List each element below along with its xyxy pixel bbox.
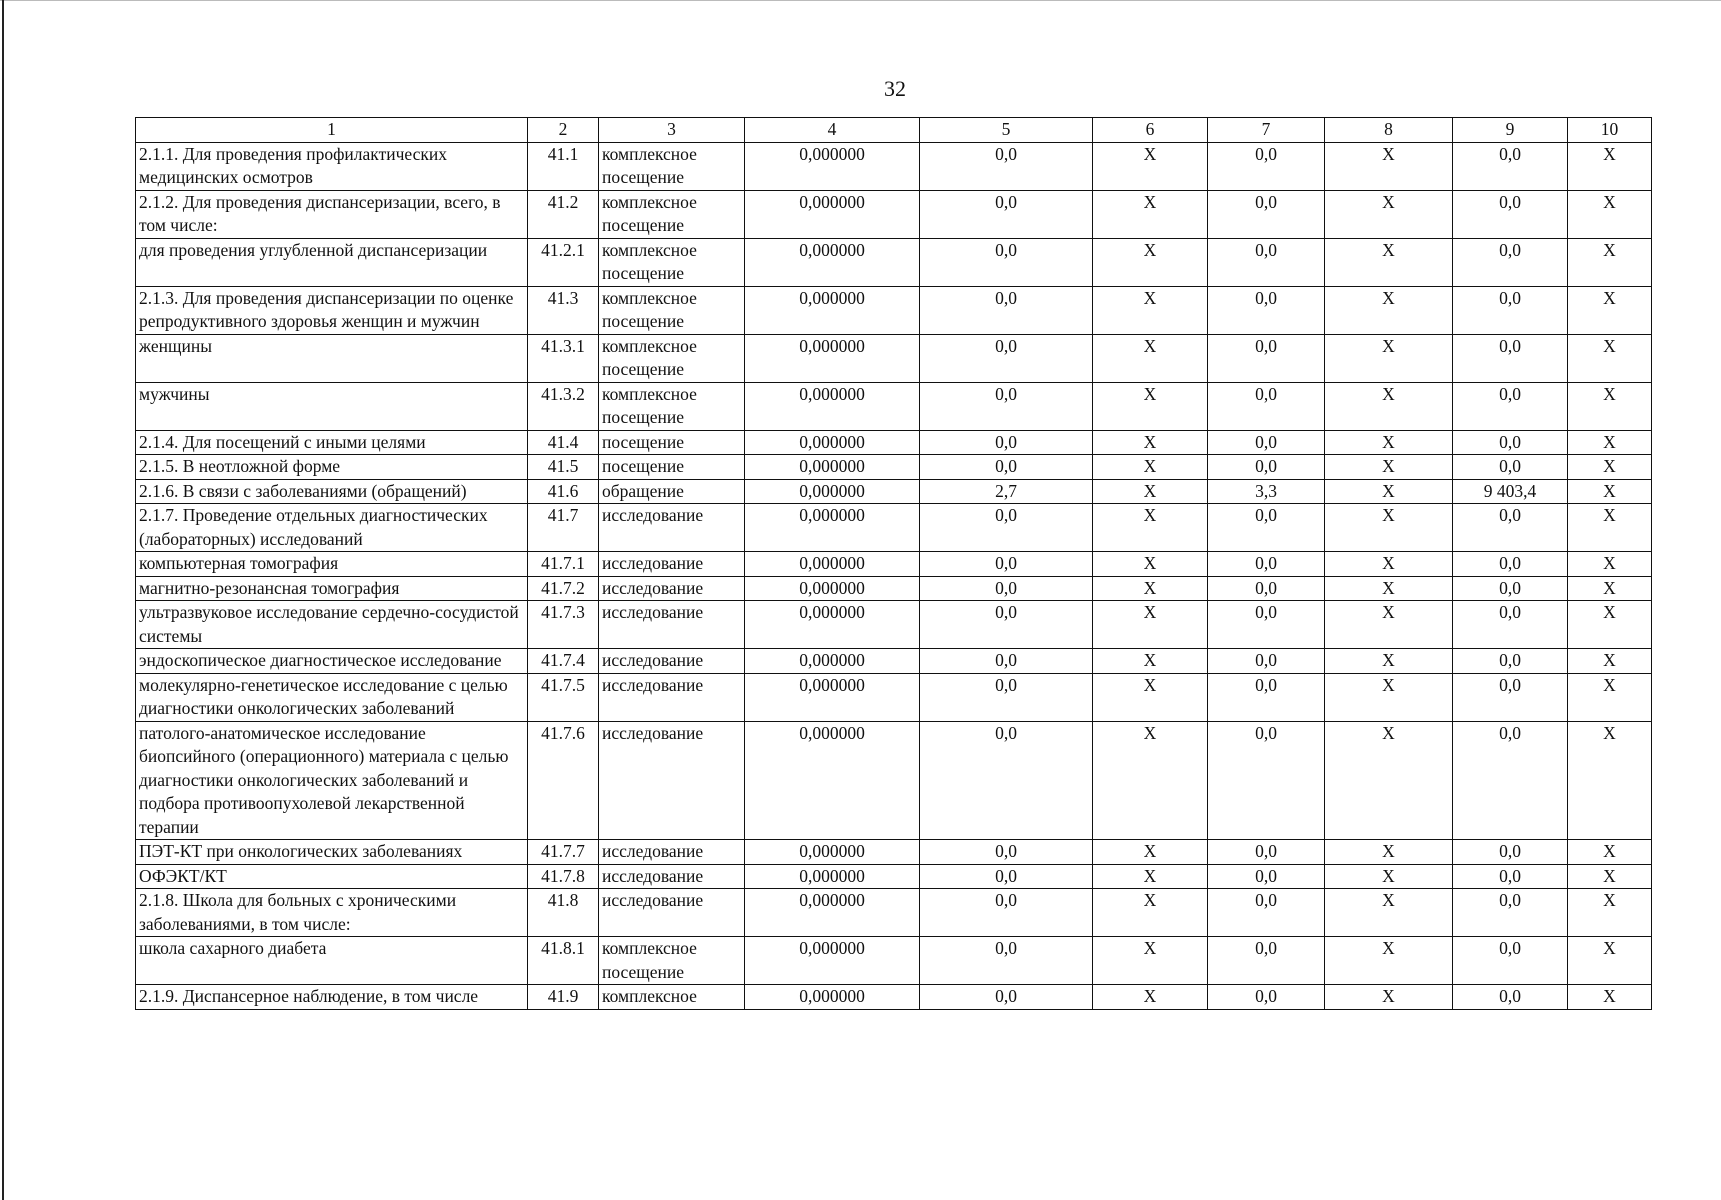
- row-name-cell: 2.1.3. Для проведения диспансеризации по оценке репродуктивного здоровья женщин и мужчин: [136, 286, 528, 334]
- row-unit-cell: комплексное посещение: [599, 190, 745, 238]
- row-value-cell: 9 403,4: [1453, 479, 1568, 504]
- row-value-cell: 0,000000: [745, 142, 920, 190]
- row-value-cell: X: [1325, 190, 1453, 238]
- row-unit-cell: комплексное посещение: [599, 238, 745, 286]
- column-header: 2: [528, 118, 599, 143]
- table-row: [136, 382, 1652, 430]
- row-code-cell: 41.3.1: [528, 334, 599, 382]
- row-unit-cell: комплексное посещение: [599, 286, 745, 334]
- row-value-cell: 0,000000: [745, 430, 920, 455]
- row-value-cell: 0,0: [1453, 238, 1568, 286]
- row-value-cell: 0,0: [920, 576, 1093, 601]
- row-name-cell: школа сахарного диабета: [136, 937, 528, 985]
- row-value-cell: 0,000000: [745, 721, 920, 840]
- row-value-cell: 0,0: [920, 649, 1093, 674]
- row-value-cell: X: [1568, 190, 1652, 238]
- table-row: [136, 479, 1652, 504]
- row-value-cell: X: [1325, 334, 1453, 382]
- row-value-cell: 0,0: [920, 455, 1093, 480]
- row-value-cell: 0,0: [920, 985, 1093, 1010]
- row-name-cell: эндоскопическое диагностическое исследование: [136, 649, 528, 674]
- table-row: [136, 840, 1652, 865]
- row-name-cell: 2.1.8. Школа для больных с хроническими заболеваниями, в том числе:: [136, 889, 528, 937]
- row-value-cell: 0,0: [1208, 601, 1325, 649]
- row-value-cell: 3,3: [1208, 479, 1325, 504]
- row-value-cell: X: [1093, 142, 1208, 190]
- row-value-cell: 0,0: [1453, 334, 1568, 382]
- row-name-cell: компьютерная томография: [136, 552, 528, 577]
- row-value-cell: 0,000000: [745, 985, 920, 1010]
- row-value-cell: X: [1093, 552, 1208, 577]
- row-name-cell: патолого-анатомическое исследование биопсийного (операционного) материала с целью диагностики онкологических заболеваний и подбора противоопухолевой лекарственной терапии: [136, 721, 528, 840]
- row-value-cell: X: [1568, 479, 1652, 504]
- row-value-cell: 0,000000: [745, 649, 920, 674]
- table-row: [136, 601, 1652, 649]
- row-code-cell: 41.7.2: [528, 576, 599, 601]
- row-value-cell: X: [1093, 673, 1208, 721]
- row-value-cell: 0,0: [1453, 190, 1568, 238]
- row-value-cell: 0,0: [1208, 334, 1325, 382]
- row-value-cell: 0,0: [1453, 601, 1568, 649]
- row-value-cell: 0,0: [920, 190, 1093, 238]
- row-value-cell: X: [1325, 142, 1453, 190]
- row-code-cell: 41.2: [528, 190, 599, 238]
- row-value-cell: 0,0: [1453, 430, 1568, 455]
- row-code-cell: 41.6: [528, 479, 599, 504]
- row-value-cell: 0,0: [920, 601, 1093, 649]
- row-value-cell: 0,0: [920, 673, 1093, 721]
- row-name-cell: женщины: [136, 334, 528, 382]
- row-value-cell: X: [1568, 286, 1652, 334]
- row-value-cell: 0,0: [1208, 142, 1325, 190]
- row-unit-cell: исследование: [599, 649, 745, 674]
- row-value-cell: X: [1568, 721, 1652, 840]
- row-value-cell: 0,000000: [745, 382, 920, 430]
- row-name-cell: для проведения углубленной диспансеризации: [136, 238, 528, 286]
- row-value-cell: X: [1568, 864, 1652, 889]
- row-value-cell: X: [1093, 840, 1208, 865]
- row-value-cell: X: [1325, 504, 1453, 552]
- row-value-cell: 0,000000: [745, 889, 920, 937]
- row-value-cell: X: [1568, 601, 1652, 649]
- row-value-cell: X: [1568, 238, 1652, 286]
- row-value-cell: X: [1325, 721, 1453, 840]
- table-row: [136, 721, 1652, 840]
- row-unit-cell: обращение: [599, 479, 745, 504]
- row-name-cell: 2.1.5. В неотложной форме: [136, 455, 528, 480]
- column-header: 10: [1568, 118, 1652, 143]
- row-name-cell: молекулярно-генетическое исследование с целью диагностики онкологических заболеваний: [136, 673, 528, 721]
- row-value-cell: X: [1093, 985, 1208, 1010]
- row-value-cell: 0,000000: [745, 937, 920, 985]
- row-value-cell: 0,0: [1208, 238, 1325, 286]
- row-value-cell: X: [1093, 286, 1208, 334]
- row-value-cell: X: [1568, 889, 1652, 937]
- row-value-cell: 0,0: [1208, 286, 1325, 334]
- row-value-cell: 0,0: [1208, 649, 1325, 674]
- row-value-cell: X: [1325, 238, 1453, 286]
- table-row: [136, 864, 1652, 889]
- row-value-cell: X: [1568, 504, 1652, 552]
- row-value-cell: X: [1093, 721, 1208, 840]
- row-value-cell: 0,000000: [745, 864, 920, 889]
- column-header: 3: [599, 118, 745, 143]
- header-row: [136, 118, 1652, 143]
- table-row: [136, 430, 1652, 455]
- row-code-cell: 41.7.5: [528, 673, 599, 721]
- row-code-cell: 41.3: [528, 286, 599, 334]
- row-value-cell: 0,0: [1453, 382, 1568, 430]
- row-value-cell: 0,0: [920, 334, 1093, 382]
- row-value-cell: X: [1568, 576, 1652, 601]
- table-row: [136, 937, 1652, 985]
- row-value-cell: X: [1325, 649, 1453, 674]
- column-header: 7: [1208, 118, 1325, 143]
- row-value-cell: X: [1568, 552, 1652, 577]
- table-row: [136, 190, 1652, 238]
- row-value-cell: 0,000000: [745, 673, 920, 721]
- row-value-cell: X: [1093, 601, 1208, 649]
- row-value-cell: X: [1093, 576, 1208, 601]
- row-name-cell: 2.1.7. Проведение отдельных диагностических (лабораторных) исследований: [136, 504, 528, 552]
- row-value-cell: X: [1325, 455, 1453, 480]
- row-unit-cell: исследование: [599, 576, 745, 601]
- row-unit-cell: исследование: [599, 721, 745, 840]
- row-value-cell: 0,0: [1453, 864, 1568, 889]
- table-row: [136, 238, 1652, 286]
- row-code-cell: 41.7.8: [528, 864, 599, 889]
- row-value-cell: 0,0: [1453, 673, 1568, 721]
- row-unit-cell: посещение: [599, 455, 745, 480]
- row-value-cell: 0,000000: [745, 238, 920, 286]
- row-value-cell: 0,0: [1453, 889, 1568, 937]
- row-value-cell: X: [1568, 649, 1652, 674]
- row-value-cell: 0,000000: [745, 286, 920, 334]
- row-value-cell: 0,0: [920, 286, 1093, 334]
- table-row: [136, 649, 1652, 674]
- column-header: 8: [1325, 118, 1453, 143]
- row-code-cell: 41.2.1: [528, 238, 599, 286]
- row-value-cell: X: [1093, 190, 1208, 238]
- row-name-cell: 2.1.6. В связи с заболеваниями (обращений): [136, 479, 528, 504]
- row-code-cell: 41.3.2: [528, 382, 599, 430]
- row-value-cell: 0,0: [1208, 985, 1325, 1010]
- row-name-cell: мужчины: [136, 382, 528, 430]
- row-unit-cell: исследование: [599, 673, 745, 721]
- table-row: [136, 455, 1652, 480]
- row-value-cell: 0,0: [1208, 552, 1325, 577]
- row-value-cell: 0,0: [1208, 382, 1325, 430]
- row-value-cell: 0,0: [1208, 937, 1325, 985]
- row-code-cell: 41.8.1: [528, 937, 599, 985]
- table-row: [136, 334, 1652, 382]
- table-row: [136, 673, 1652, 721]
- column-header: 6: [1093, 118, 1208, 143]
- row-value-cell: 0,0: [1453, 576, 1568, 601]
- row-value-cell: 0,0: [920, 840, 1093, 865]
- row-value-cell: X: [1325, 889, 1453, 937]
- table-row: [136, 576, 1652, 601]
- row-value-cell: 0,0: [920, 889, 1093, 937]
- row-name-cell: ПЭТ-КТ при онкологических заболеваниях: [136, 840, 528, 865]
- column-header: 4: [745, 118, 920, 143]
- row-value-cell: X: [1325, 673, 1453, 721]
- row-code-cell: 41.9: [528, 985, 599, 1010]
- row-value-cell: X: [1568, 334, 1652, 382]
- row-value-cell: X: [1325, 430, 1453, 455]
- column-header: 9: [1453, 118, 1568, 143]
- row-value-cell: X: [1093, 430, 1208, 455]
- row-code-cell: 41.1: [528, 142, 599, 190]
- row-name-cell: ультразвуковое исследование сердечно-сосудистой системы: [136, 601, 528, 649]
- table-row: [136, 552, 1652, 577]
- row-code-cell: 41.7.1: [528, 552, 599, 577]
- row-code-cell: 41.5: [528, 455, 599, 480]
- row-value-cell: X: [1568, 382, 1652, 430]
- row-code-cell: 41.7.7: [528, 840, 599, 865]
- row-value-cell: 0,0: [1453, 504, 1568, 552]
- row-unit-cell: исследование: [599, 601, 745, 649]
- row-value-cell: X: [1093, 649, 1208, 674]
- row-code-cell: 41.8: [528, 889, 599, 937]
- row-value-cell: X: [1568, 142, 1652, 190]
- row-value-cell: 0,000000: [745, 479, 920, 504]
- row-value-cell: X: [1568, 937, 1652, 985]
- row-value-cell: X: [1568, 673, 1652, 721]
- row-code-cell: 41.7.4: [528, 649, 599, 674]
- row-code-cell: 41.7: [528, 504, 599, 552]
- row-value-cell: 0,0: [1453, 286, 1568, 334]
- row-unit-cell: комплексное: [599, 985, 745, 1010]
- row-value-cell: X: [1325, 576, 1453, 601]
- row-value-cell: 0,0: [920, 238, 1093, 286]
- row-name-cell: 2.1.1. Для проведения профилактических медицинских осмотров: [136, 142, 528, 190]
- row-unit-cell: исследование: [599, 864, 745, 889]
- row-value-cell: X: [1325, 840, 1453, 865]
- row-value-cell: 0,0: [1208, 673, 1325, 721]
- row-value-cell: 0,0: [1453, 985, 1568, 1010]
- row-value-cell: 0,000000: [745, 504, 920, 552]
- row-value-cell: X: [1093, 479, 1208, 504]
- column-header: 1: [136, 118, 528, 143]
- row-value-cell: X: [1325, 479, 1453, 504]
- row-value-cell: 0,0: [1208, 430, 1325, 455]
- row-unit-cell: комплексное посещение: [599, 334, 745, 382]
- row-unit-cell: исследование: [599, 889, 745, 937]
- row-value-cell: 0,000000: [745, 334, 920, 382]
- table-row: [136, 504, 1652, 552]
- row-unit-cell: посещение: [599, 430, 745, 455]
- row-value-cell: 0,000000: [745, 840, 920, 865]
- row-value-cell: 2,7: [920, 479, 1093, 504]
- row-value-cell: 0,0: [1453, 721, 1568, 840]
- row-unit-cell: исследование: [599, 840, 745, 865]
- row-value-cell: 0,000000: [745, 552, 920, 577]
- row-value-cell: 0,0: [1208, 864, 1325, 889]
- table-row: [136, 286, 1652, 334]
- row-value-cell: 0,0: [1208, 504, 1325, 552]
- row-name-cell: 2.1.4. Для посещений с иными целями: [136, 430, 528, 455]
- row-name-cell: магнитно-резонансная томография: [136, 576, 528, 601]
- data-table: [135, 117, 1652, 1010]
- row-value-cell: 0,000000: [745, 455, 920, 480]
- row-value-cell: 0,0: [1453, 142, 1568, 190]
- row-unit-cell: исследование: [599, 552, 745, 577]
- page-number: 32: [884, 76, 906, 101]
- row-value-cell: 0,0: [920, 552, 1093, 577]
- row-value-cell: X: [1568, 840, 1652, 865]
- table-row: [136, 889, 1652, 937]
- column-header: 5: [920, 118, 1093, 143]
- row-value-cell: 0,0: [920, 430, 1093, 455]
- scan-edge-left: [2, 0, 4, 1200]
- row-unit-cell: комплексное посещение: [599, 937, 745, 985]
- table-row: [136, 985, 1652, 1010]
- row-value-cell: 0,0: [920, 864, 1093, 889]
- row-value-cell: X: [1325, 552, 1453, 577]
- row-value-cell: 0,0: [1208, 576, 1325, 601]
- row-name-cell: 2.1.9. Диспансерное наблюдение, в том числе: [136, 985, 528, 1010]
- row-name-cell: 2.1.2. Для проведения диспансеризации, всего, в том числе:: [136, 190, 528, 238]
- row-value-cell: X: [1568, 430, 1652, 455]
- row-value-cell: 0,0: [1453, 649, 1568, 674]
- row-value-cell: 0,000000: [745, 576, 920, 601]
- row-value-cell: X: [1093, 864, 1208, 889]
- row-unit-cell: исследование: [599, 504, 745, 552]
- row-code-cell: 41.7.3: [528, 601, 599, 649]
- row-value-cell: 0,0: [1453, 937, 1568, 985]
- row-value-cell: X: [1325, 601, 1453, 649]
- row-value-cell: X: [1325, 864, 1453, 889]
- row-value-cell: 0,0: [920, 142, 1093, 190]
- row-value-cell: 0,0: [1453, 840, 1568, 865]
- row-value-cell: 0,0: [1208, 721, 1325, 840]
- row-value-cell: 0,0: [1453, 552, 1568, 577]
- row-value-cell: X: [1093, 455, 1208, 480]
- row-value-cell: X: [1568, 985, 1652, 1010]
- row-value-cell: X: [1568, 455, 1652, 480]
- row-value-cell: 0,0: [1208, 190, 1325, 238]
- row-value-cell: 0,0: [1453, 455, 1568, 480]
- row-unit-cell: комплексное посещение: [599, 382, 745, 430]
- row-code-cell: 41.7.6: [528, 721, 599, 840]
- table-row: [136, 142, 1652, 190]
- row-value-cell: 0,0: [920, 937, 1093, 985]
- row-code-cell: 41.4: [528, 430, 599, 455]
- row-value-cell: X: [1093, 504, 1208, 552]
- row-value-cell: 0,0: [1208, 889, 1325, 937]
- row-value-cell: 0,0: [920, 504, 1093, 552]
- row-unit-cell: комплексное посещение: [599, 142, 745, 190]
- row-value-cell: 0,000000: [745, 190, 920, 238]
- row-value-cell: X: [1325, 985, 1453, 1010]
- row-value-cell: X: [1325, 382, 1453, 430]
- row-value-cell: X: [1093, 937, 1208, 985]
- row-value-cell: 0,000000: [745, 601, 920, 649]
- row-value-cell: 0,0: [1208, 840, 1325, 865]
- row-value-cell: X: [1093, 238, 1208, 286]
- row-value-cell: 0,0: [920, 382, 1093, 430]
- row-value-cell: 0,0: [1208, 455, 1325, 480]
- row-value-cell: X: [1325, 937, 1453, 985]
- row-value-cell: X: [1093, 382, 1208, 430]
- row-name-cell: ОФЭКТ/КТ: [136, 864, 528, 889]
- row-value-cell: X: [1093, 334, 1208, 382]
- row-value-cell: X: [1325, 286, 1453, 334]
- row-value-cell: X: [1093, 889, 1208, 937]
- scan-edge-top: [0, 0, 1721, 1]
- row-value-cell: 0,0: [920, 721, 1093, 840]
